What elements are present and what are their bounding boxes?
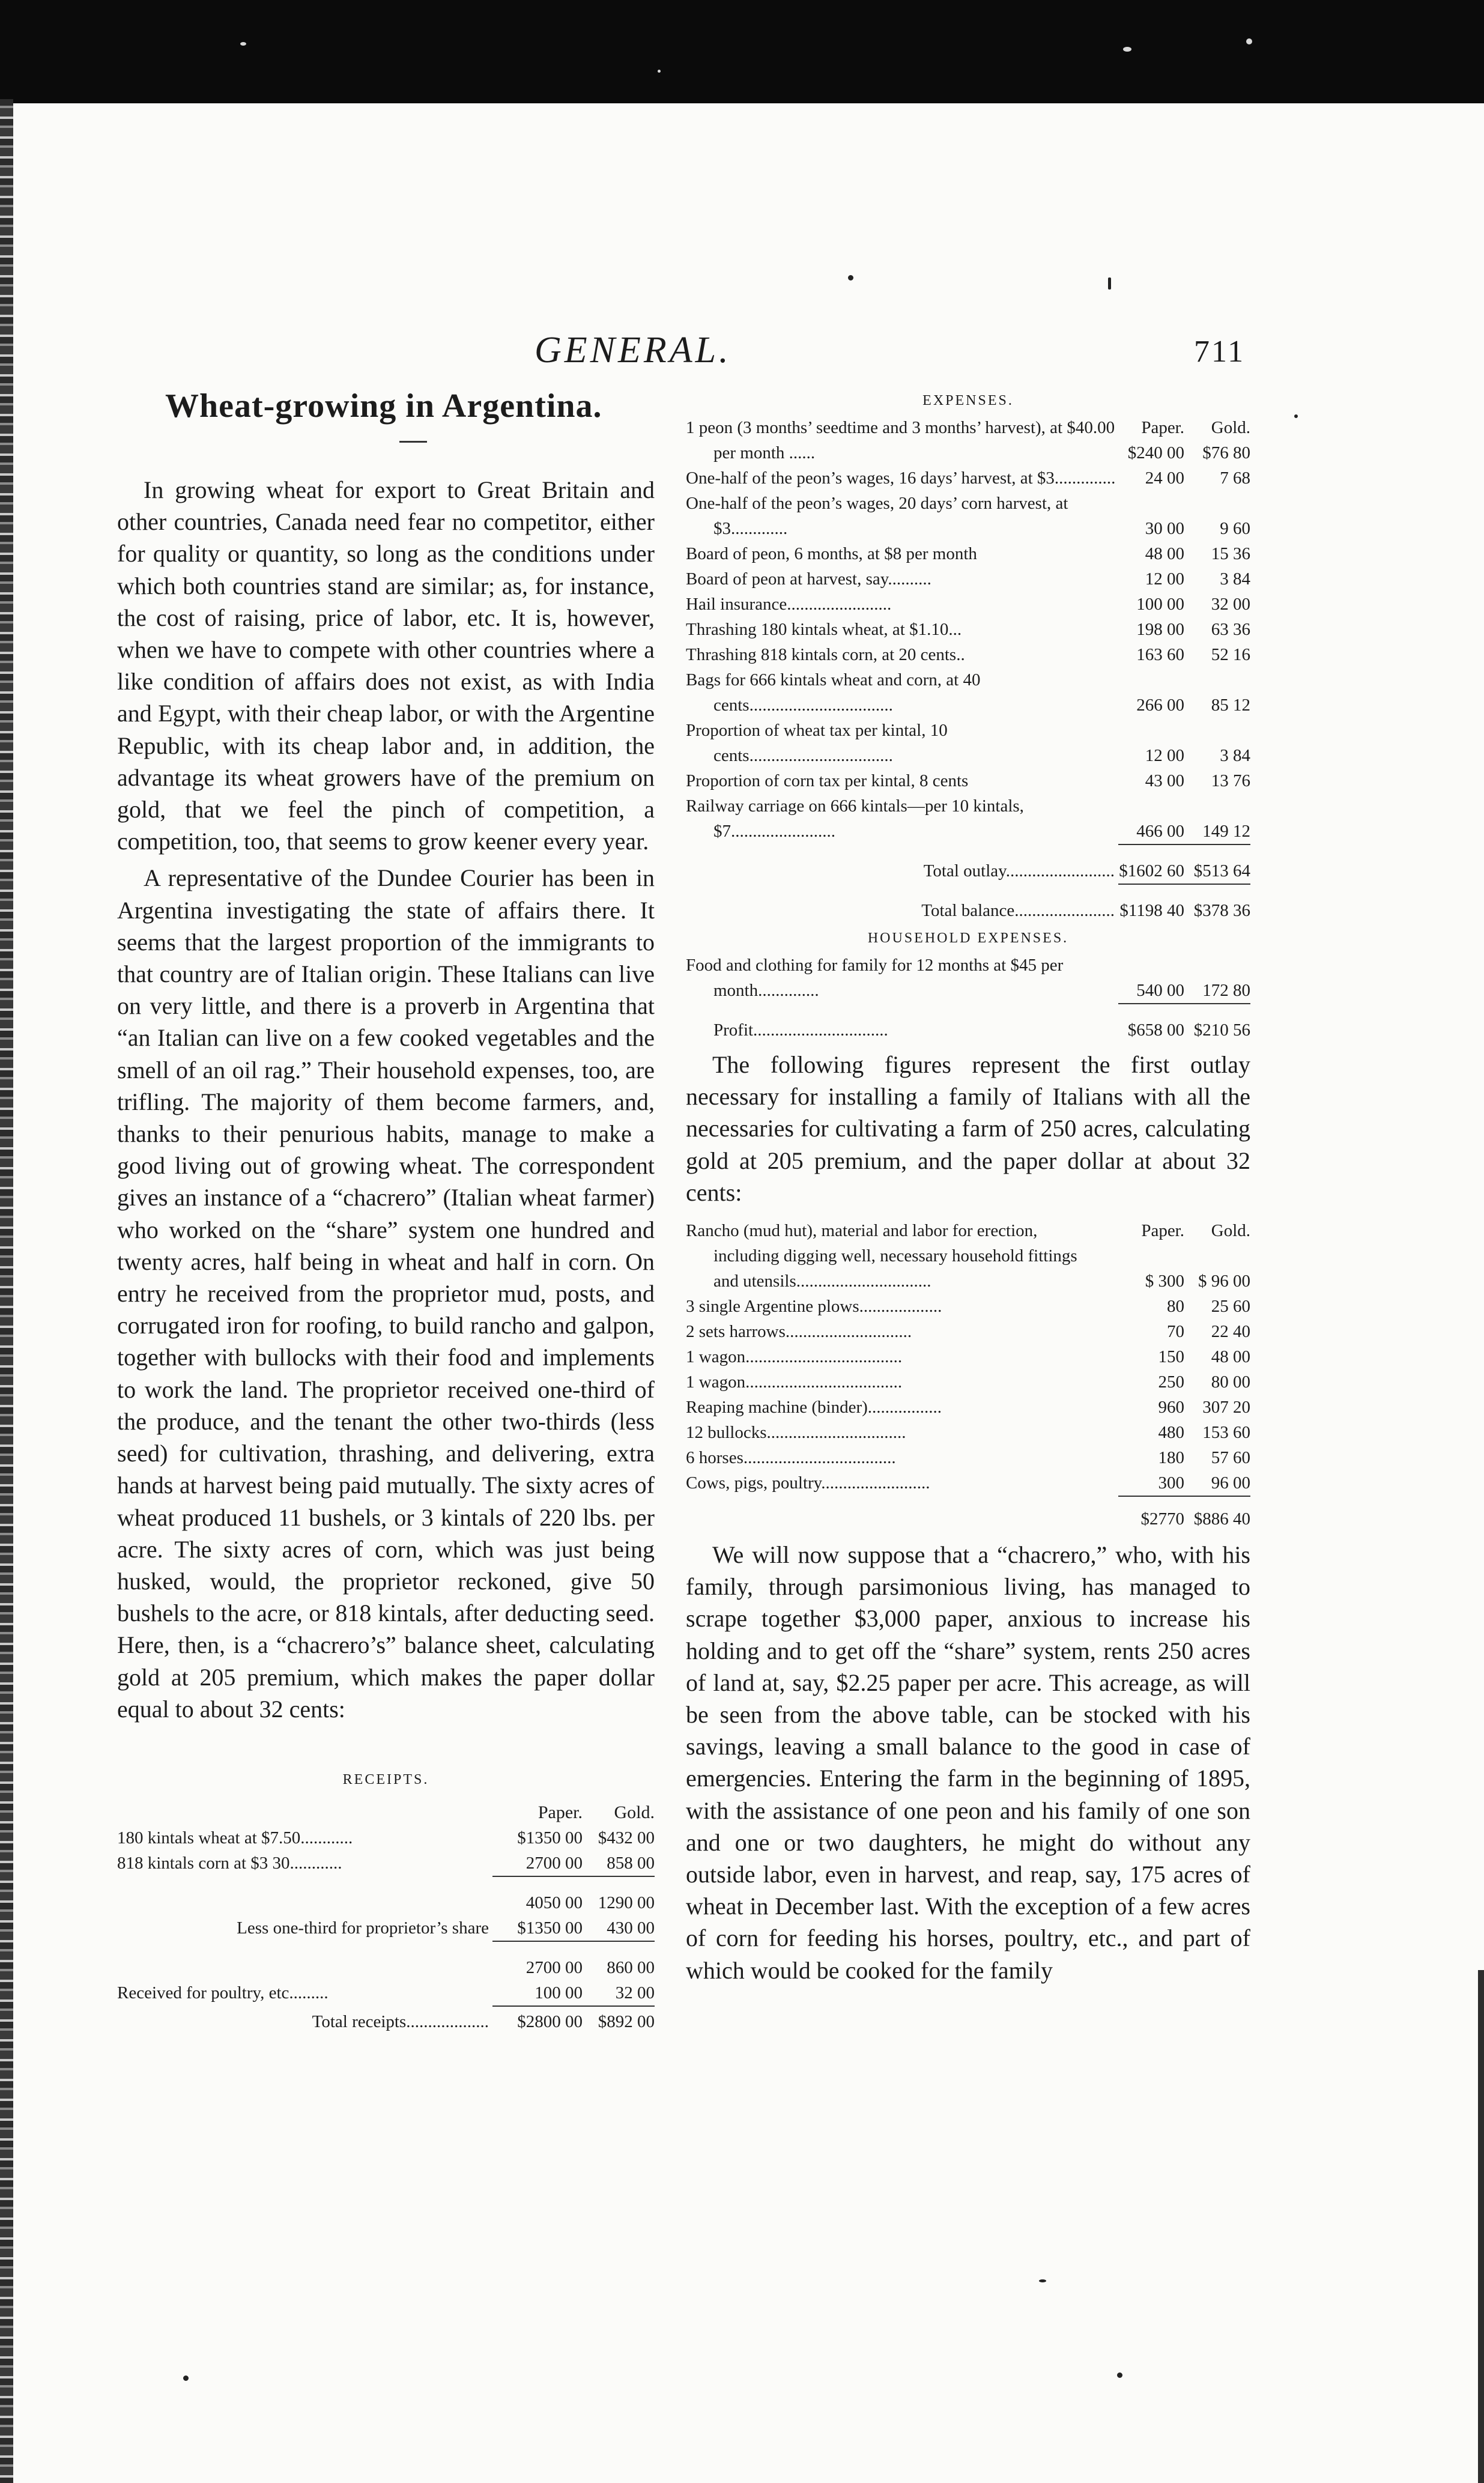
- expenses-table: [686, 393, 1250, 923]
- rule-row: [686, 1003, 1250, 1004]
- right-column: [686, 384, 1250, 1996]
- scan-speck: [183, 2375, 189, 2381]
- paper-column-header: Paper.: [1141, 1221, 1184, 1241]
- scan-top-border: [0, 0, 1484, 103]
- paragraph: We will now suppose that a “chacrero,” who, with his family, through parsimonious living, has managed to scrape together $3,000 paper, anxious to increase his holding and to get off the “share” system, rents 250 acres of land at, say, $2.25 paper per acre. This acreage, as will be seen from the above table, can be stocked with his savings, leaving a small balance to the good in case of emergencies. Entering the farm in the beginning of 1895, with the assistance of one peon and his family of one son and one or two daughters, he might do without any outside labor, even in harvest, and reap, say, 175 acres of wheat in December last. With the exception of a few acres of corn for feeding his horses, poultry, etc., and part of which would be cooked for the family: [686, 1541, 1250, 1984]
- running-head: GENERAL.: [535, 330, 731, 371]
- expenses-heading: EXPENSES.: [922, 393, 1014, 408]
- total-balance-row: Total balance....................... $1198 40 $378 36: [921, 901, 1250, 920]
- household-row: Food and clothing for family for 12 months at $45 per month.............. 540 00 172 80: [686, 956, 1250, 1000]
- outfit-row: 12 bullocks................................ 480 153 60: [686, 1423, 1250, 1443]
- rule-row: [686, 844, 1250, 845]
- outfit-row: 1 wagon.................................... 250 80 00: [686, 1372, 1250, 1392]
- article-body: [117, 474, 655, 1725]
- gold-column-header: Gold.: [614, 1802, 655, 1822]
- paragraph: In growing wheat for export to Great Britain and other countries, Canada need fear no competitor, either for quality or quantity, so long as the conditions under which both countries stand are similar; as, for instance, the cost of raising, price of labor, etc. It is, however, when we have to compete with other countries where a like condition of affairs does not exist, as with India and Egypt, with their cheap labor, or with the Argentine Republic, with its cheap labor and, in addition, the advantage its wheat growers have of the premium on gold, that we feel the pinch of competition, a competition, too, that seems to grow keener every year.: [117, 476, 655, 855]
- expense-row: Hail insurance........................ 100 00 32 00: [686, 595, 1250, 614]
- receipts-net-row: 2700 00 860 00: [525, 1957, 655, 1977]
- scan-speck: [1294, 414, 1298, 418]
- receipts-column-headers: [117, 1800, 655, 1825]
- expense-row: Thrashing 818 kintals corn, at 20 cents.. 163 60 52 16: [686, 645, 1250, 664]
- expense-row: Proportion of corn tax per kintal, 8 cents 43 00 13 76: [686, 771, 1250, 790]
- rule-row: [686, 1496, 1250, 1497]
- receipts-poultry-row: Received for poultry, etc......... 100 00 32 00: [117, 1983, 655, 2002]
- receipts-subtotal-row: 4050 00 1290 00: [525, 1893, 655, 1912]
- outfit-intro: [686, 1049, 1250, 1208]
- paragraph: A representative of the Dundee Courier has been in Argentina investigating the state of affairs there. It seems that the largest proportion of the immigrants to that country are of Italian origin. These Italians can live on very little, and there is a proverb in Argentina that “an Italian can live on a few cooked vegetables and the smell of an oil rag.” Their household expenses, too, are trifling. The majority of them become farmers, and, thanks to their penurious habits, manage to make a good living out of growing wheat. The correspondent gives an instance of a “chacrero” (Italian wheat farmer) who worked on the “share” system one hundred and twenty acres, half being in wheat and half in corn. On entry he received from the proprietor mud, posts, and corrugated iron for roofing, to build rancho and galpon, together with bullocks with their food and implements to work the land. The proprietor received one-third of the produce, and the tenant the other two-thirds (less seed) for cultivation, thrashing, and delivering, extra hands at harvest being paid mutually. The sixty acres of wheat produced 11 bushels, or 3 kintals of 220 lbs. per acre. The sixty acres of corn, which was just being husked, would, the proprietor reckoned, give 50 bushels to the acre, or 818 kintals, after deducting seed. Here, then, is a “chacrero’s” balance sheet, calculating gold at 205 premium, which makes the paper dollar equal to about 32 cents:: [117, 864, 655, 1723]
- expense-row: Proportion of wheat tax per kintal, 10 cents................................. 12 00 3 84: [686, 721, 1250, 765]
- rule-row: [117, 1876, 655, 1877]
- receipts-row: 180 kintals wheat at $7.50............ $1350 00 $432 00: [117, 1828, 655, 1848]
- outfit-row: 6 horses................................... 180 57 60: [686, 1448, 1250, 1468]
- scan-speck: [1039, 2279, 1046, 2282]
- expense-row: Railway carriage on 666 kintals—per 10 kintals, $7........................ 466 00 149 12: [686, 796, 1250, 841]
- expense-row: Board of peon, 6 months, at $8 per month 48 00 15 36: [686, 544, 1250, 563]
- gold-column-header: Gold.: [1211, 418, 1250, 437]
- paragraph: The following figures represent the first outlay necessary for installing a family of Italians with all the necessaries for cultivating a farm of 250 acres, calculating gold at 205 premium, and the paper dollar at about 32 cents:: [686, 1051, 1250, 1206]
- scan-speck: [240, 42, 246, 46]
- scan-speck: [848, 275, 853, 280]
- rule-row: [117, 2006, 655, 2007]
- receipts-total-row: Total receipts................... $2800 00 $892 00: [312, 2012, 655, 2031]
- receipts-row: 818 kintals corn at $3 30............ 2700 00 858 00: [117, 1853, 655, 1873]
- total-outlay-row: Total outlay......................... $1602 60 $513 64: [923, 861, 1250, 881]
- expense-row: Board of peon at harvest, say.......... 12 00 3 84: [686, 569, 1250, 589]
- outfit-total-row: $2770 $886 40: [1140, 1509, 1250, 1529]
- left-column: [117, 384, 655, 2034]
- outfit-row-values: $ 300 $ 96 00: [1145, 1272, 1250, 1291]
- outfit-row: Rancho (mud hut), material and labor for erection, including digging well, necessary household fittings and utensils............................... Paper. Gold.: [686, 1218, 1250, 1294]
- outfit-table: [686, 1218, 1250, 1532]
- paper-column-header: Paper.: [538, 1802, 583, 1822]
- expense-row: Thrashing 180 kintals wheat, at $1.10... 198 00 63 36: [686, 620, 1250, 639]
- outfit-row: 1 wagon.................................... 150 48 00: [686, 1347, 1250, 1367]
- rule-row: [117, 1941, 655, 1942]
- article-title: Wheat-growing in Argentina.: [165, 387, 602, 425]
- expense-row: One-half of the peon’s wages, 20 days’ corn harvest, at $3............. 30 00 9 60: [686, 494, 1250, 538]
- outfit-row: Cows, pigs, poultry......................... 300 96 00: [686, 1473, 1250, 1493]
- page-number: 711: [1194, 335, 1246, 369]
- household-expenses-table: [686, 930, 1250, 1043]
- expense-row: One-half of the peon’s wages, 16 days’ harvest, at $3.............. 24 00 7 68: [686, 468, 1250, 488]
- title-rule: [399, 441, 427, 443]
- receipts-heading: RECEIPTS.: [342, 1771, 429, 1787]
- expense-row: Bags for 666 kintals wheat and corn, at 40 cents................................. 266 00 85 12: [686, 670, 1250, 715]
- gold-column-header: Gold.: [1211, 1221, 1250, 1241]
- receipts-table: [117, 1772, 655, 2034]
- household-heading: HOUSEHOLD EXPENSES.: [867, 930, 1069, 946]
- scan-speck: [1117, 2372, 1122, 2378]
- paper-column-header: Paper.: [1141, 418, 1184, 437]
- expense-row: 1 peon (3 months’ seedtime and 3 months’ harvest), at $40.00 per month ...... Paper. Gold.: [686, 415, 1250, 465]
- expense-row-values: $240 00 $76 80: [1127, 443, 1250, 462]
- receipts-less-row: Less one-third for proprietor’s share $1350 00 430 00: [237, 1918, 655, 1938]
- outfit-row: 2 sets harrows............................. 70 22 40: [686, 1322, 1250, 1342]
- outfit-row: Reaping machine (binder)................. 960 307 20: [686, 1398, 1250, 1417]
- closing-paragraph: [686, 1539, 1250, 1986]
- outfit-row: 3 single Argentine plows................... 80 25 60: [686, 1297, 1250, 1317]
- profit-row: Profit............................... $658 00 $210 56: [713, 1020, 1250, 1040]
- scan-right-edge: [1478, 1970, 1484, 2483]
- scan-speck: [1123, 47, 1131, 52]
- scan-speck: [658, 70, 661, 73]
- scan-speck: [1246, 38, 1252, 44]
- scan-speck: [1108, 277, 1111, 290]
- rule-row: [686, 884, 1250, 885]
- scan-left-edge: [0, 99, 13, 2483]
